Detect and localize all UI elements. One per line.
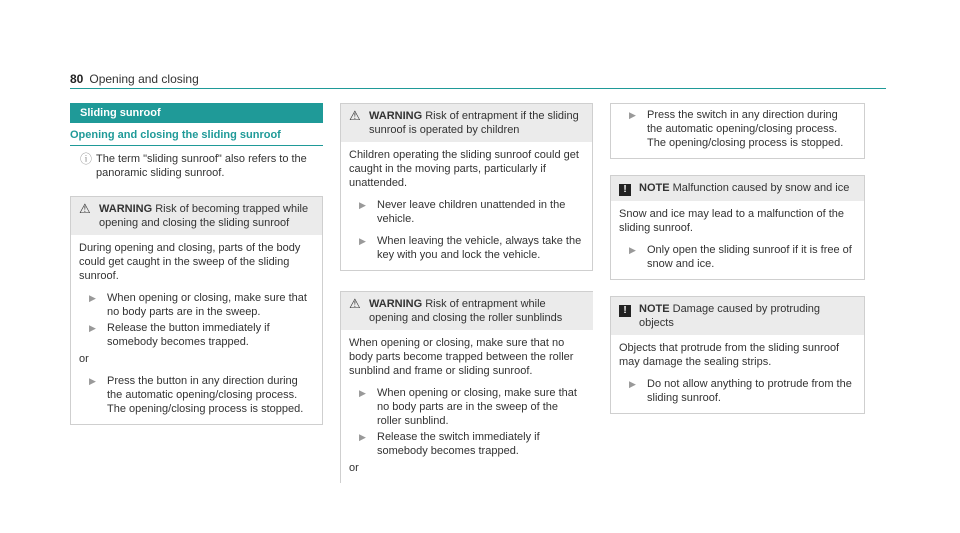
notice-step: ▶ Do not allow anything to protrude from the sliding sunroof. <box>629 378 852 404</box>
notice-header <box>611 297 864 335</box>
warning-title: Risk of becoming trapped while opening and closing the sliding sunroof <box>99 203 309 229</box>
notice-label: NOTE <box>639 182 670 194</box>
warning-step: ▶ Never leave children unattended in the vehicle. <box>359 199 566 225</box>
arrow-icon: ▶ <box>359 432 366 442</box>
warning-box-children <box>340 103 593 271</box>
arrow-icon: ▶ <box>359 388 366 398</box>
section-title: Sliding sunroof <box>70 103 323 123</box>
notice-title: Damage caused by protruding objects <box>639 303 820 329</box>
note-text: The term "sliding sunroof" also refers to the panoramic sliding sunroof. <box>96 153 307 179</box>
warning-icon: ⚠ <box>349 108 361 123</box>
warning-text: Children operating the sliding sunroof could get caught in the moving parts, particularly if unattended. <box>349 149 579 189</box>
warning-step: ▶ When opening or closing, make sure that no body parts are in the sweep of the roller sunblind. <box>359 387 577 427</box>
arrow-icon: ▶ <box>359 236 366 246</box>
arrow-icon: ▶ <box>629 379 636 389</box>
arrow-icon: ▶ <box>629 245 636 255</box>
warning-body <box>71 235 322 424</box>
notice-icon: ! <box>619 305 631 317</box>
header-divider <box>70 88 886 89</box>
column-1 <box>70 103 323 425</box>
column-2 <box>340 103 593 483</box>
notice-body <box>611 335 864 413</box>
notice-text: Snow and ice may lead to a malfunction of the sliding sunroof. <box>619 208 845 234</box>
notice-text: Objects that protrude from the sliding sunroof may damage the sealing strips. <box>619 342 840 368</box>
warning-header <box>341 104 592 142</box>
notice-title: Malfunction caused by snow and ice <box>672 182 850 194</box>
continued-step-box <box>610 103 865 159</box>
notice-box-snow <box>610 175 865 280</box>
subheading: Opening and closing the sliding sunroof <box>70 128 323 146</box>
warning-text: When opening or closing, make sure that no body parts become trapped between the roller sunblind and frame or sliding sunroof. <box>349 337 574 377</box>
notice-step: ▶ Only open the sliding sunroof if it is free of snow and ice. <box>629 244 852 270</box>
warning-text: During opening and closing, parts of the body could get caught in the sweep of the sliding sunroof. <box>79 242 301 282</box>
warning-header <box>71 197 322 235</box>
warning-step: ▶ Press the switch in any direction during the automatic opening/closing process. The opening/closing process is stopped. <box>629 109 844 149</box>
section-name: Opening and closing <box>89 72 199 86</box>
warning-icon: ⚠ <box>349 296 361 311</box>
warning-title: Risk of entrapment while opening and closing the roller sunblinds <box>369 298 563 324</box>
warning-body <box>341 142 592 270</box>
arrow-icon: ▶ <box>89 293 96 303</box>
column-3 <box>610 103 865 414</box>
or-text: or <box>349 462 359 474</box>
notice-header <box>611 176 864 201</box>
warning-step: ▶ When opening or closing, make sure that no body parts are in the sweep. <box>89 292 307 318</box>
notice-icon: ! <box>619 184 631 196</box>
warning-step: ▶ When leaving the vehicle, always take the key with you and lock the vehicle. <box>359 235 582 261</box>
notice-box-protruding <box>610 296 865 414</box>
warning-header <box>341 292 593 330</box>
notice-label: NOTE <box>639 303 670 315</box>
warning-step: ▶ Release the switch immediately if somebody becomes trapped. <box>359 431 540 457</box>
warning-step: ▶ Press the button in any direction during the automatic opening/closing process. The opening/closing process is stopped. <box>89 375 304 415</box>
warning-step: ▶ Release the button immediately if somebody becomes trapped. <box>89 322 270 348</box>
note <box>70 152 323 180</box>
notice-body <box>611 201 864 279</box>
warning-label: WARNING <box>99 203 153 215</box>
warning-icon: ⚠ <box>79 201 91 216</box>
arrow-icon: ▶ <box>359 200 366 210</box>
warning-label: WARNING <box>369 110 423 122</box>
arrow-icon: ▶ <box>89 376 96 386</box>
or-text: or <box>79 353 89 365</box>
page-header <box>70 72 199 86</box>
page-number: 80 <box>70 72 84 86</box>
warning-body <box>341 330 593 483</box>
arrow-icon: ▶ <box>89 323 96 333</box>
info-icon: ⓘ <box>80 152 93 166</box>
warning-label: WARNING <box>369 298 423 310</box>
warning-box-trapped <box>70 196 323 425</box>
warning-title: Risk of entrapment if the sliding sunroof is operated by children <box>369 110 579 136</box>
warning-box-sunblinds <box>340 291 593 483</box>
arrow-icon: ▶ <box>629 110 636 120</box>
